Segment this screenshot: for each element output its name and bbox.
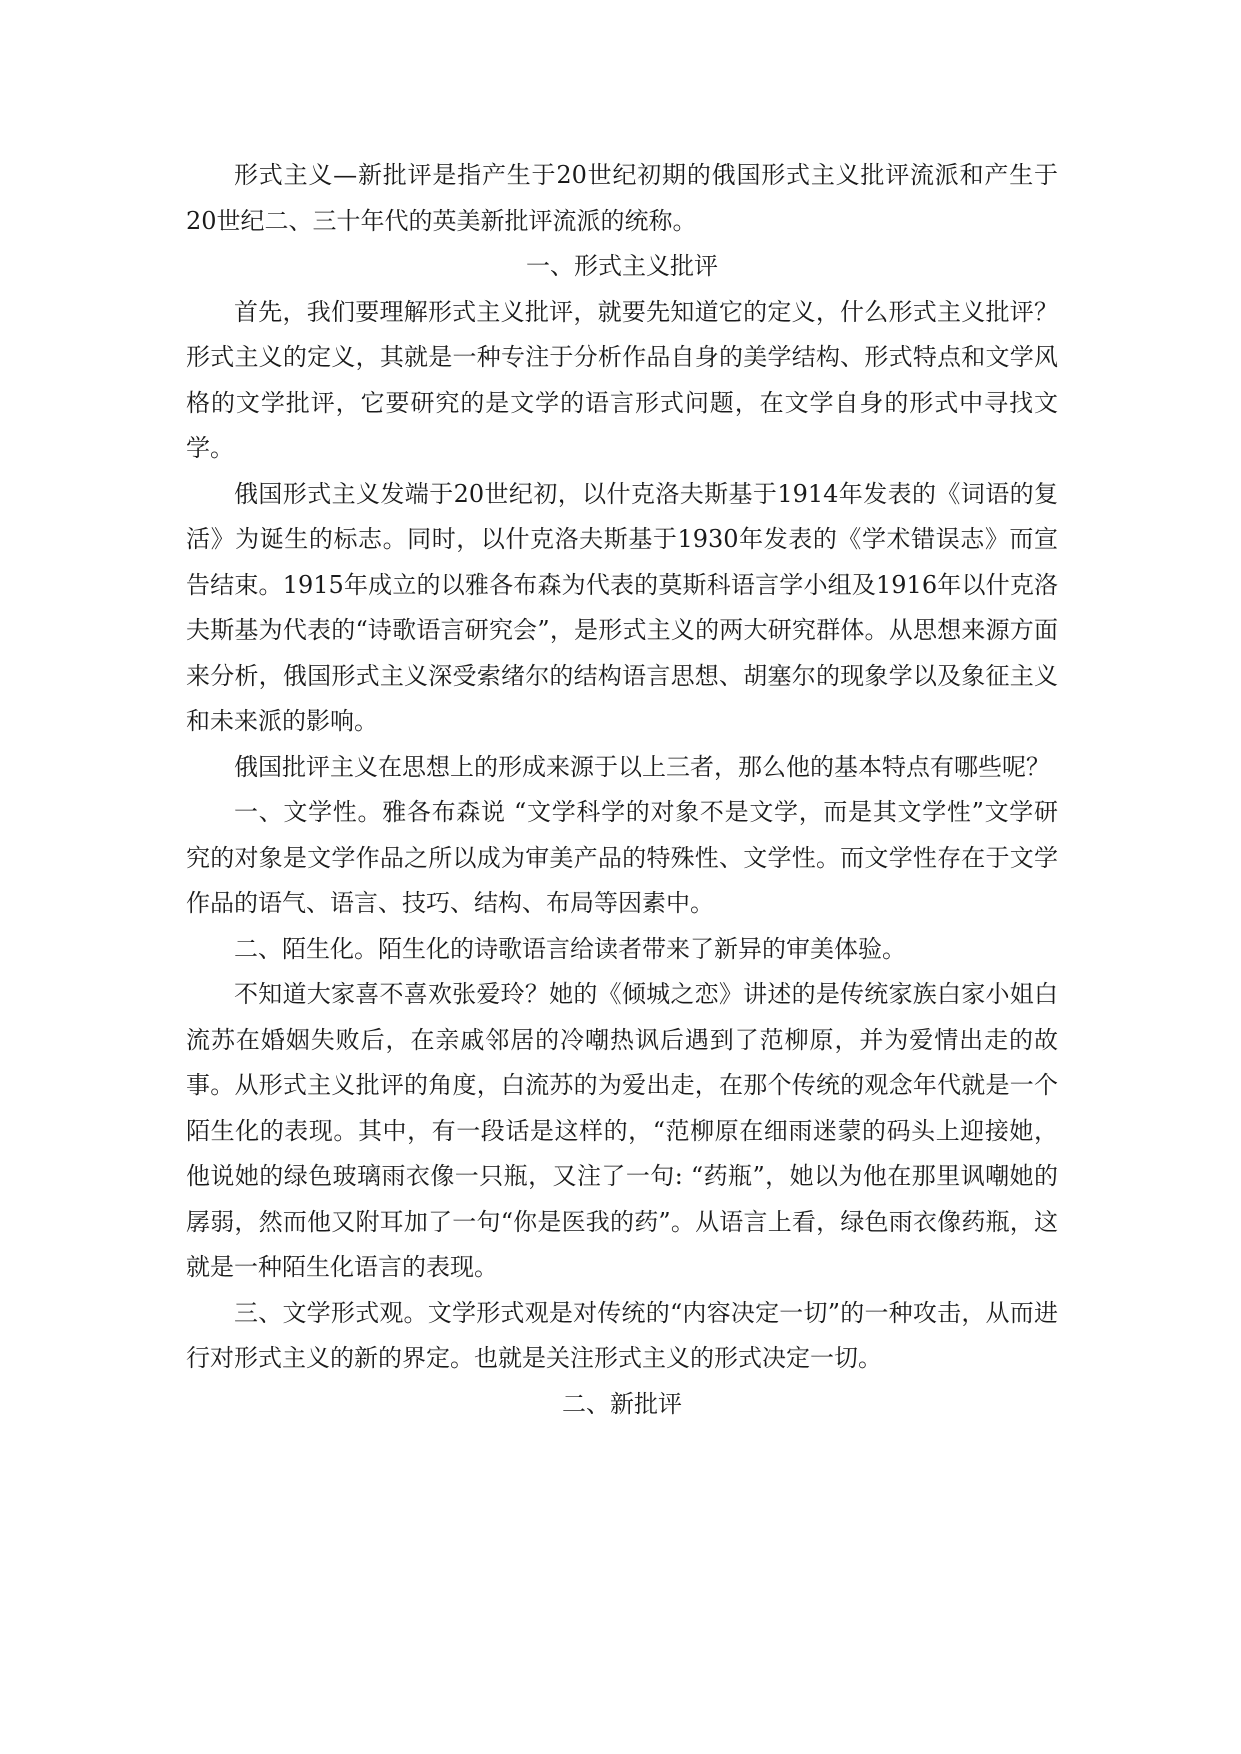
defamiliarization-paragraph: 二、陌生化。陌生化的诗歌语言给读者带来了新异的审美体验。 [234,934,906,963]
question-paragraph: 俄国批评主义在思想上的形成来源于以上三者，那么他的基本特点有哪些呢？ [234,752,1050,781]
section-heading-formalism: 一、形式主义批评 [526,252,718,280]
intro-paragraph: 形式主义—新批评是指产生于20世纪初期的俄国形式主义批评流派和产生于20世纪二、三十年代的英美新批评流派的统称。 [186,161,1058,235]
history-paragraph: 俄国形式主义发端于20世纪初，以什克洛夫斯基于1914年发表的《词语的复活》为诞生的标志。同时，以什克洛夫斯基于1930年发表的《学术错误志》而宣告结束。1915年成立的以雅各布森为代表的莫斯科语言学小组及1916年以什克洛夫斯基为代表的“诗歌语言研究会”，是形式主义的两大研究群体。从思想来源方面来分析，俄国形式主义深受索绪尔的结构语言思想、胡塞尔的现象学以及象征主义和未来派的影响。 [186,479,1058,735]
form-view-paragraph: 三、文学形式观。文学形式观是对传统的“内容决定一切”的一种攻击，从而进行对形式主义的新的界定。也就是关注形式主义的形式决定一切。 [186,1298,1058,1372]
document-body [186,153,1058,1427]
section-heading-new-criticism: 二、新批评 [562,1389,682,1418]
literariness-paragraph: 一、文学性。雅各布森说 “文学科学的对象不是文学，而是其文学性”文学研究的对象是文学作品之所以成为审美产品的特殊性、文学性。而文学性存在于文学作品的语气、语言、技巧、结构、布局等因素中。 [186,798,1058,917]
example-paragraph: 不知道大家喜不喜欢张爱玲？她的《倾城之恋》讲述的是传统家族白家小姐白流苏在婚姻失败后，在亲戚邻居的冷嘲热讽后遇到了范柳原，并为爱情出走的故事。从形式主义批评的角度，白流苏的为爱出走，在那个传统的观念年代就是一个陌生化的表现。其中，有一段话是这样的，“范柳原在细雨迷蒙的码头上迎接她，他说她的绿色玻璃雨衣像一只瓶，又注了一句: “药瓶”，她以为他在那里讽嘲她的孱弱，然而他又附耳加了一句“你是医我的药”。从语言上看，绿色雨衣像药瓶，这就是一种陌生化语言的表现。 [186,980,1058,1281]
definition-paragraph: 首先，我们要理解形式主义批评，就要先知道它的定义，什么形式主义批评？形式主义的定义，其就是一种专注于分析作品自身的美学结构、形式特点和文学风格的文学批评，它要研究的是文学的语言形式问题，在文学自身的形式中寻找文学。 [186,297,1058,462]
